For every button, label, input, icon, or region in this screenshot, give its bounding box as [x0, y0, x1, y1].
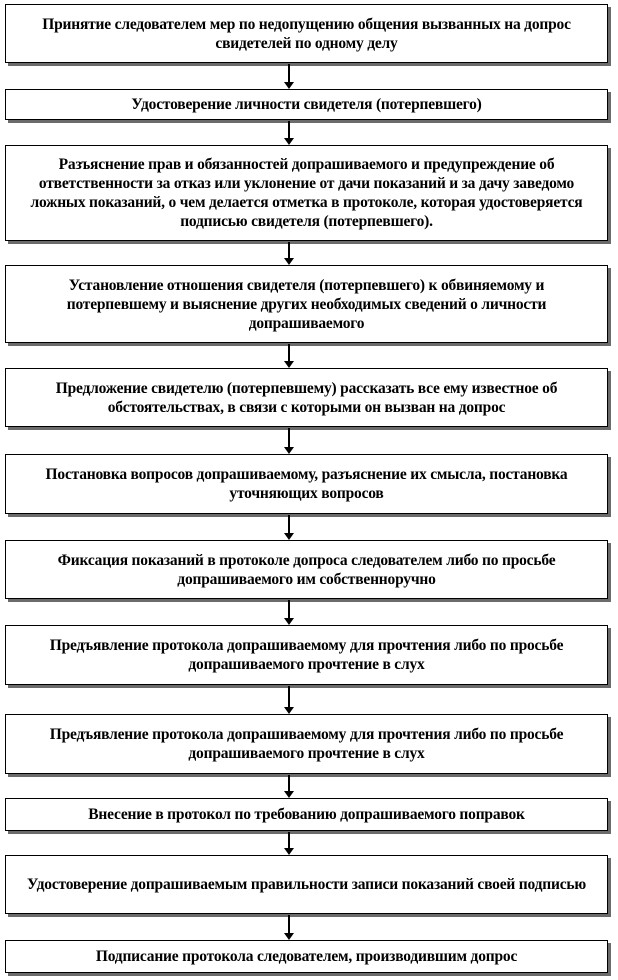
step-box-3	[5, 145, 608, 241]
connector-line-10	[288, 832, 290, 848]
arrow-down-icon	[284, 361, 294, 368]
connector-line-1	[288, 64, 290, 82]
arrow-down-icon	[284, 707, 294, 714]
step-text-6: Постановка вопросов допрашиваемому, разъяснение их смысла, постановка уточняющих вопросов	[45, 466, 568, 502]
connector-line-9	[288, 775, 290, 791]
connector-line-4	[288, 344, 290, 361]
step-text-11: Удостоверение допрашиваемым правильности записи показаний своей подписью	[26, 876, 587, 893]
connector-line-7	[288, 600, 290, 618]
step-box-10	[5, 798, 608, 831]
step-text-4: Установление отношения свидетеля (потерпевшего) к обвиняемому и потерпевшему и выяснение других необходимых сведений о личности допрашиваемого	[66, 276, 547, 332]
step-box-1	[5, 4, 608, 63]
arrow-down-icon	[284, 933, 294, 940]
arrow-down-icon	[284, 533, 294, 540]
step-text-9: Предъявление протокола допрашиваемому для прочтения либо по просьбе допрашиваемого прочтение в слух	[49, 726, 564, 762]
arrow-down-icon	[284, 791, 294, 798]
step-text-5: Предложение свидетелю (потерпевшему) рассказать все ему известное об обстоятельствах, в связи с которыми он вызван на допрос	[55, 379, 558, 416]
step-box-2	[5, 89, 608, 120]
step-box-5	[5, 368, 608, 427]
step-box-11	[5, 855, 608, 914]
step-box-4	[5, 265, 608, 343]
step-text-2: Удостоверение личности свидетеля (потерпевшего)	[131, 96, 482, 113]
step-box-8	[5, 625, 608, 685]
step-box-12	[5, 940, 608, 973]
connector-line-5	[288, 428, 290, 447]
step-text-8: Предъявление протокола допрашиваемому для прочтения либо по просьбе допрашиваемого прочтение в слух	[49, 637, 564, 673]
step-text-1: Принятие следователем мер по недопущению общения вызванных на допрос свидетелей по одному делу	[42, 15, 571, 52]
arrow-down-icon	[284, 138, 294, 145]
connector-line-6	[288, 515, 290, 533]
connector-line-2	[288, 121, 290, 138]
arrow-down-icon	[284, 258, 294, 265]
step-box-9	[5, 714, 608, 774]
connector-line-8	[288, 686, 290, 707]
connector-line-11	[288, 915, 290, 933]
step-text-12: Подписание протокола следователем, производившим допрос	[95, 948, 518, 965]
step-box-6	[5, 454, 608, 514]
step-text-3: Разъяснение прав и обязанностей допрашиваемого и предупреждение об ответственности за отказ или уклонение от дачи показаний и за дачу заведомо ложных показаний, о чем делается отметка в протоколе, которая удостоверяется подписью свидетеля (потерпевшего).	[30, 156, 583, 230]
arrow-down-icon	[284, 447, 294, 454]
step-text-7: Фиксация показаний в протоколе допроса следователем либо по просьбе допрашиваемого им собственноручно	[57, 551, 556, 588]
arrow-down-icon	[284, 848, 294, 855]
connector-line-3	[288, 242, 290, 258]
arrow-down-icon	[284, 82, 294, 89]
step-text-10: Внесение в протокол по требованию допрашиваемого поправок	[88, 806, 525, 823]
step-box-7	[5, 540, 608, 599]
arrow-down-icon	[284, 618, 294, 625]
